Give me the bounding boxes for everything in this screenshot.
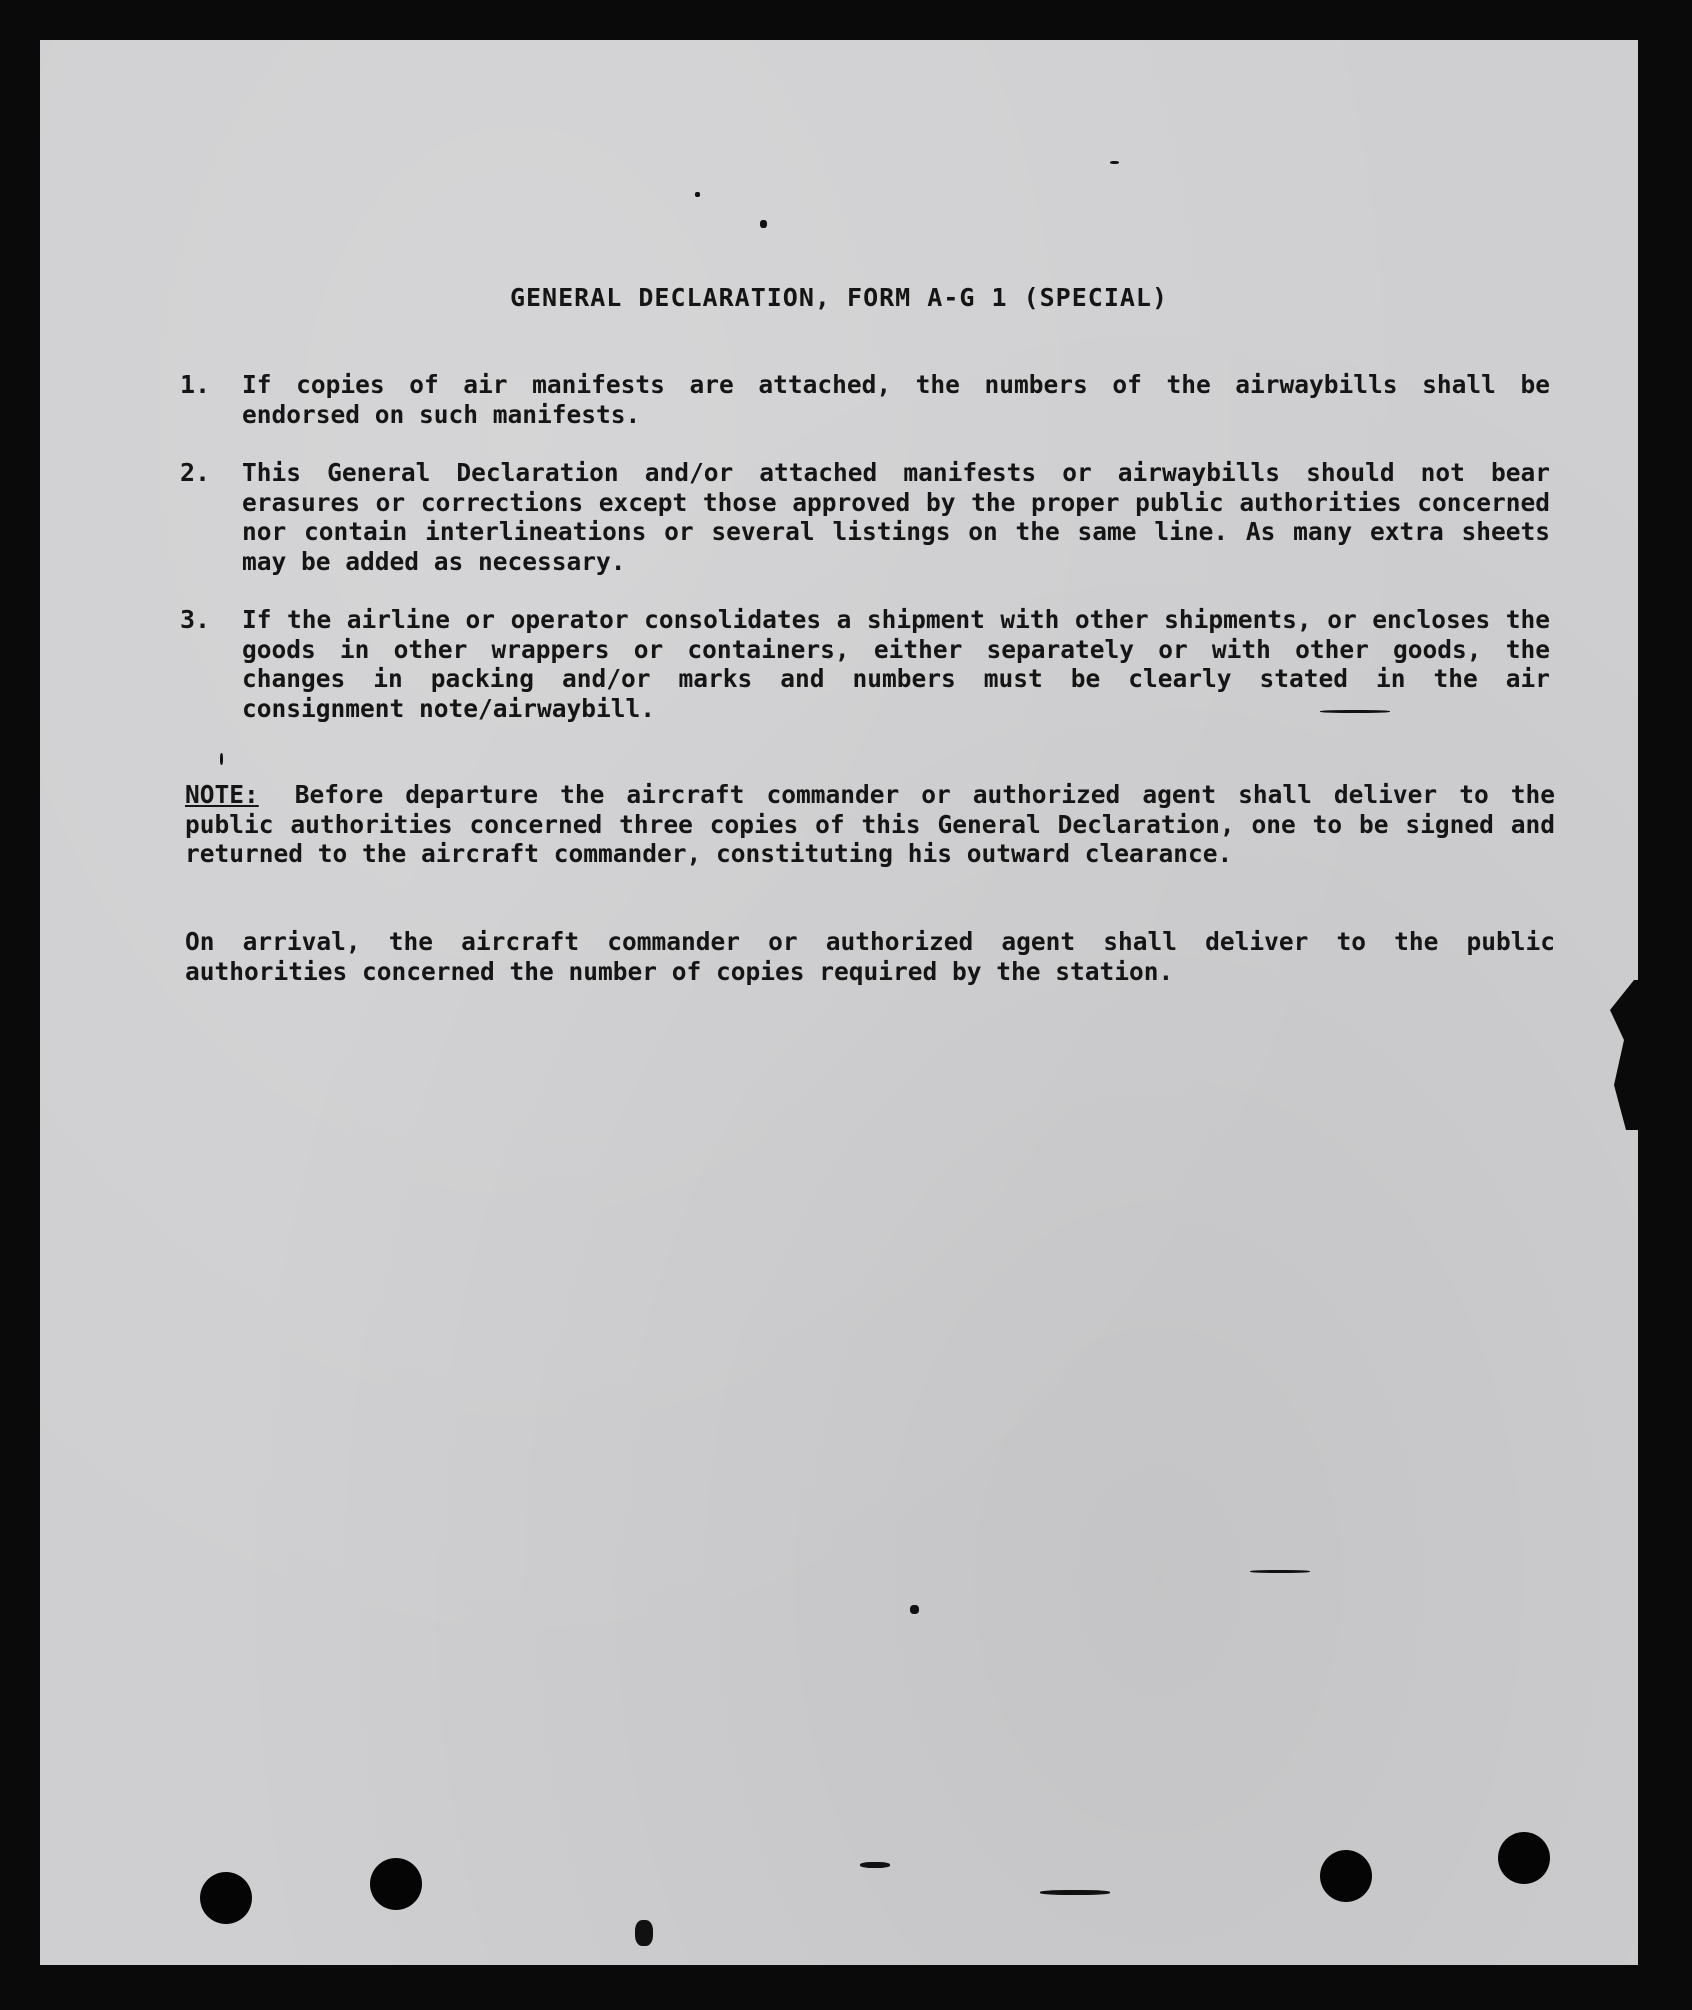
ink-speck xyxy=(695,192,700,197)
ink-speck xyxy=(1250,1570,1310,1573)
document-page xyxy=(40,40,1638,1965)
arrival-paragraph xyxy=(185,927,1555,986)
ink-speck xyxy=(1110,161,1119,164)
ink-speck xyxy=(1040,1890,1110,1895)
ink-speck xyxy=(1320,710,1390,713)
ink-speck xyxy=(220,753,223,765)
ink-speck xyxy=(860,1862,890,1868)
note-label: NOTE: xyxy=(185,780,259,809)
item-number: 1. xyxy=(180,370,211,399)
form-title: GENERAL DECLARATION, FORM A-G 1 (SPECIAL) xyxy=(509,283,1169,312)
item-text: If the airline or operator consolidates a shipment with other shipments, or encloses the goods in other wrappers or containers, either separately or with other goods, the changes in packing and/or marks and numbers must be clearly stated in the air consignment note/airwaybill. xyxy=(242,605,1550,723)
ink-speck xyxy=(910,1605,919,1614)
arrival-text: On arrival, the aircraft commander or authorized agent shall deliver to the public authorities concerned the number of copies required by the station. xyxy=(185,927,1555,986)
note-paragraph xyxy=(185,780,1555,869)
item-number: 2. xyxy=(180,458,211,487)
punch-hole xyxy=(200,1872,252,1924)
instruction-item-2 xyxy=(180,458,1550,576)
instruction-item-1 xyxy=(180,370,1550,429)
item-text: This General Declaration and/or attached manifests or airwaybills should not bear erasures or corrections except those approved by the proper public authorities concerned nor contain interlineations or several listings on the same line. As many extra sheets may be added as necessary. xyxy=(242,458,1550,576)
ink-speck xyxy=(760,220,767,228)
punch-hole xyxy=(370,1858,422,1910)
instruction-item-3 xyxy=(180,605,1550,723)
item-text: If copies of air manifests are attached, the numbers of the airwaybills shall be endorsed on such manifests. xyxy=(242,370,1550,429)
punch-hole xyxy=(1498,1832,1550,1884)
item-number: 3. xyxy=(180,605,211,634)
torn-edge xyxy=(1610,980,1650,1130)
ink-speck xyxy=(635,1920,653,1946)
note-text: Before departure the aircraft commander or authorized agent shall deliver to the public authorities concerned three copies of this General Declaration, one to be signed and returned to the aircraft commander, constituting his outward clearance. xyxy=(185,780,1555,868)
punch-hole xyxy=(1320,1850,1372,1902)
